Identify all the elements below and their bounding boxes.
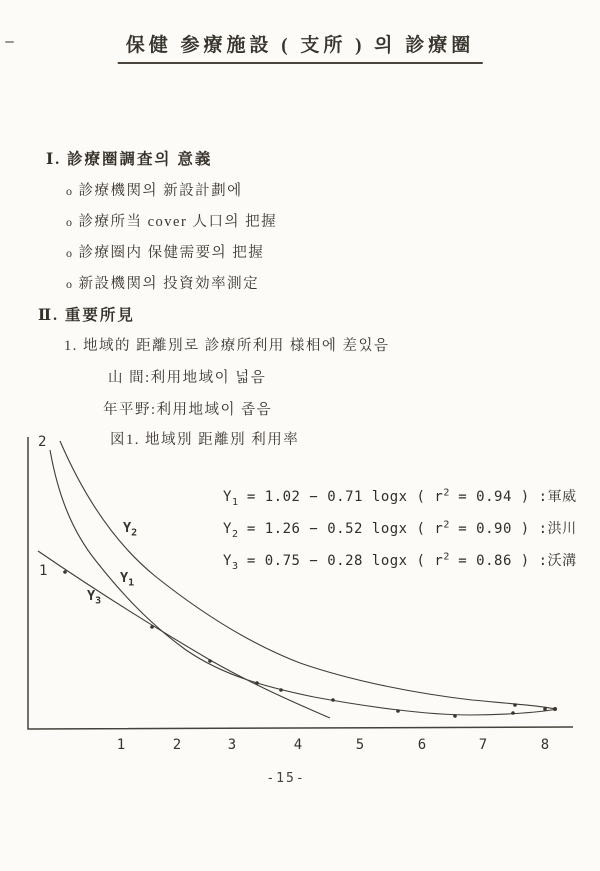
bullet-text: 診療所当 cover 人口의 把握 — [78, 214, 278, 230]
curve-label-base: Y — [123, 520, 132, 536]
equation-lhs: Y — [223, 521, 232, 537]
y-axis-label-1: 1 — [39, 563, 48, 579]
equation-body: = 1.26 − 0.52 logx ( r — [237, 521, 444, 537]
equation-superscript: 2 — [443, 487, 450, 499]
equation-tail: = 0.94 ) :軍威 — [449, 489, 577, 505]
curve-y2 — [60, 441, 555, 709]
chart-axes — [28, 437, 573, 729]
curve-label-base: Y — [87, 588, 96, 604]
section-1-heading: Ⅰ. 診療圈調査의 意義 — [46, 151, 213, 168]
x-tick-6: 6 — [417, 737, 427, 753]
curve-label-sub: 1 — [128, 577, 135, 589]
page-title: 保健 参療施設 ( 支所 ) 의 診療圈 — [118, 30, 483, 64]
x-tick-1: 1 — [116, 737, 126, 753]
data-point-markers — [63, 570, 557, 718]
equation-tail: = 0.90 ) :洪川 — [449, 521, 577, 537]
bullet-item — [66, 272, 259, 293]
x-tick-4: 4 — [293, 737, 303, 753]
equation-subscript: 2 — [231, 528, 238, 540]
x-tick-3: 3 — [227, 737, 237, 753]
curve-label-base: Y — [120, 570, 129, 586]
bullet-item — [66, 241, 264, 262]
equation-body: = 1.02 − 0.71 logx ( r — [237, 489, 444, 505]
bullet-text: 診療機関의 新設計劃에 — [78, 183, 243, 199]
figure-caption: 図1. 地域別 距離別 利用率 — [110, 432, 300, 448]
equation-superscript: 2 — [443, 519, 450, 531]
x-tick-2: 2 — [172, 737, 182, 753]
bullet-circle-icon: o — [66, 246, 74, 260]
plain-area-line: 年平野:利用地域이 좁음 — [103, 402, 273, 418]
equation-tail: = 0.86 ) :沃溝 — [449, 553, 577, 569]
bullet-text: 診療圈内 保健需要의 把握 — [78, 245, 265, 261]
curve-label-sub: 3 — [95, 595, 102, 607]
x-tick-8: 8 — [540, 737, 550, 753]
curve-label-sub: 2 — [131, 527, 138, 539]
x-tick-7: 7 — [478, 737, 488, 753]
curve-label-y1 — [120, 570, 134, 589]
bullet-text: 新設機関의 投資効率測定 — [78, 276, 260, 292]
stray-scan-mark — [5, 41, 14, 43]
section-2-heading: Ⅱ. 重要所見 — [38, 307, 135, 324]
bullet-circle-icon: o — [66, 215, 74, 229]
finding-item-1: 1. 地域的 距離別로 診療所利用 様相에 差있음 — [64, 338, 390, 354]
mountain-area-line: 山 間:利用地域이 넓음 — [108, 370, 267, 386]
equation-y3 — [223, 550, 577, 572]
equation-subscript: 3 — [231, 560, 238, 572]
bullet-item — [66, 210, 277, 231]
equation-body: = 0.75 − 0.28 logx ( r — [237, 553, 444, 569]
curve-label-y2 — [123, 520, 137, 539]
curve-y3 — [38, 551, 330, 718]
equation-superscript: 2 — [443, 551, 450, 563]
equation-y1 — [223, 486, 577, 508]
equation-subscript: 1 — [231, 496, 238, 508]
bullet-circle-icon: o — [66, 184, 74, 198]
bullet-item — [66, 179, 243, 200]
equation-lhs: Y — [223, 553, 232, 569]
y-axis-label-2: 2 — [38, 434, 47, 450]
equation-y2 — [223, 518, 577, 540]
page-number: -15- — [266, 771, 306, 786]
curve-label-y3 — [87, 588, 101, 607]
x-tick-5: 5 — [355, 737, 365, 753]
equation-lhs: Y — [223, 489, 232, 505]
bullet-circle-icon: o — [66, 277, 74, 291]
